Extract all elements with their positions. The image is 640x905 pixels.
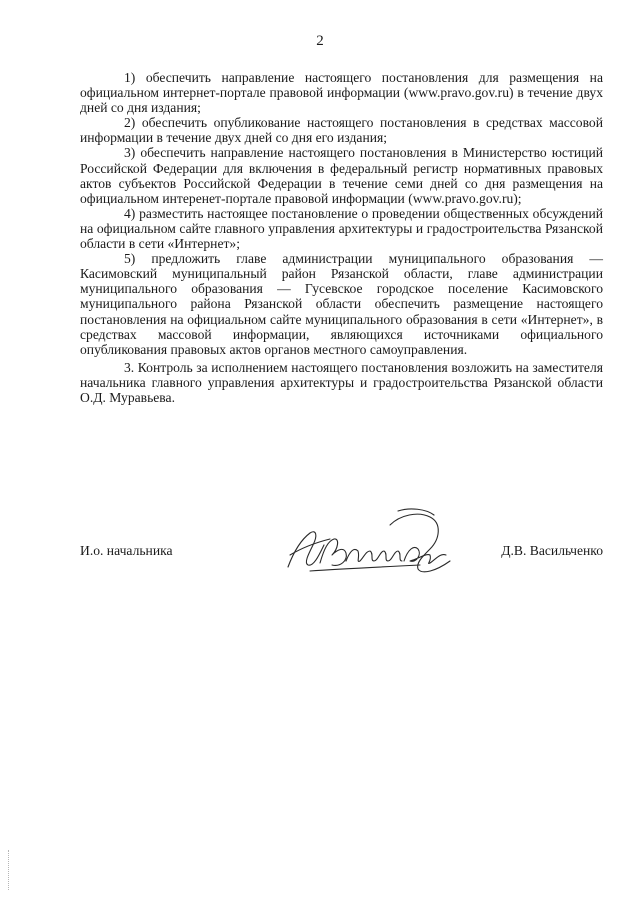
paragraph-1: 1) обеспечить направление настоящего постановления для размещения на официальном интернет-портале правовой информации (www.pravo.gov.ru) в течение двух дней со дня издания; (80, 70, 603, 116)
page-number: 2 (316, 33, 324, 49)
position-title: И.о. начальника (80, 543, 173, 558)
paragraph-4: 4) разместить настоящее постановление о проведении общественных обсуждений на официальном сайте главного управления архитектуры и градостроительства Рязанской области в сети «Интернет»; (80, 205, 603, 252)
signature-block (80, 505, 603, 585)
paragraph-control: 3. Контроль за исполнением настоящего постановления возложить на заместителя начальника главного управления архитектуры и градостроительства Рязанской области О.Д. Муравьева. (80, 359, 603, 405)
document-body (80, 70, 603, 405)
paragraph-2: 2) обеспечить опубликование настоящего постановления в средствах массовой информации в течение двух дней со дня его издания; (80, 115, 603, 146)
paragraph-3: 3) обеспечить направление настоящего постановления в Министерство юстиций Российской Федерации для включения в федеральный регистр нормативных правовых актов субъектов Российской Федерации в течение семи дней со дня размещения на официальном интеренет-портале правовой информации (www.pravo.gov.ru); (80, 145, 603, 206)
scan-margin-mark (8, 850, 11, 890)
handwritten-signature (280, 505, 470, 585)
paragraph-5: 5) предложить главе администрации муниципального образования — Касимовский муниципальный район Рязанской области, главе администрации муниципального образования — Гусевское городское поселение Касимовского муниципального района Рязанской области обеспечить размещение настоящего постановления на официальном сайте муниципального образования в сети «Интернет», в средствах массовой информации, являющихся источниками официального опубликования правовых актов органов местного самоуправления. (80, 251, 603, 357)
signer-name: Д.В. Васильченко (501, 543, 603, 558)
